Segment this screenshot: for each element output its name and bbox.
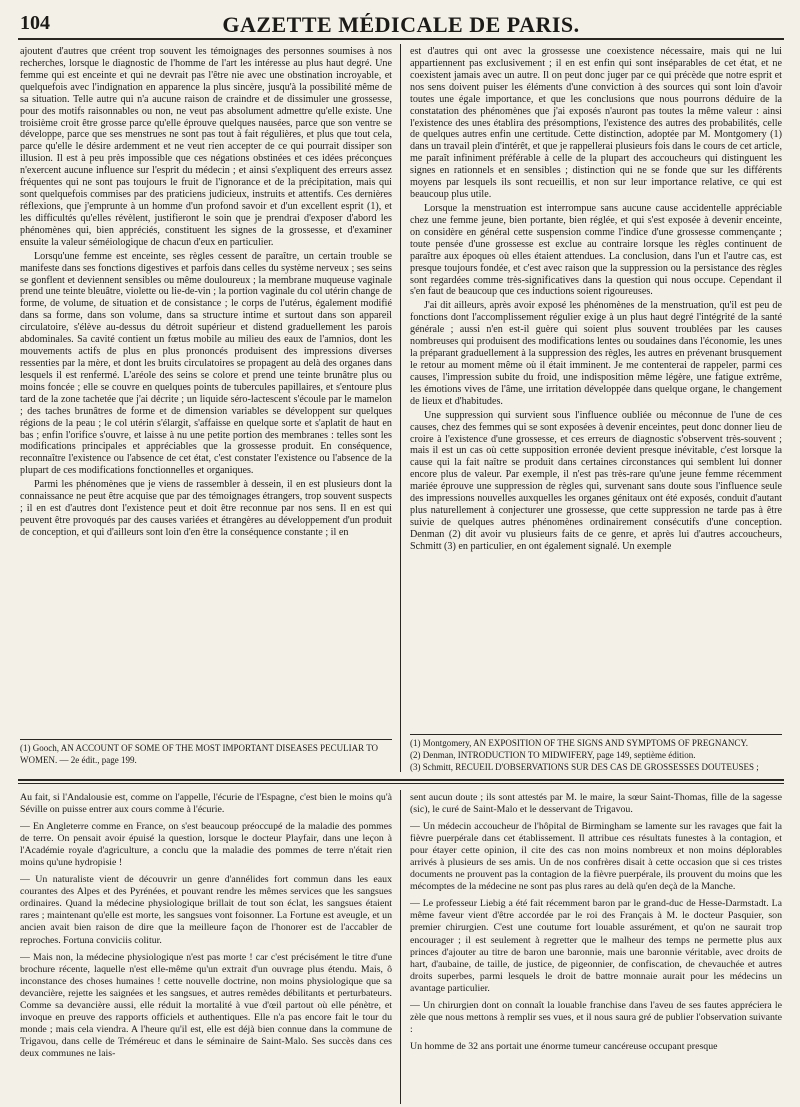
footnotes-left <box>20 742 392 772</box>
paragraph: Parmi les phénomènes que je viens de rassembler à dessein, il en est plusieurs dont la connaissance ne peut être acquise que par des témoignages étrangers, trop souvent suspects ; il en est d'autres dont l'existence peut et doit être reconnue par nos sens. Il en est qui peuvent être provoqués par des causes variées et étrangères au développement d'un produit de conception, et qui d'ailleurs sont loin d'en être la conséquence constante ; il en <box>20 479 392 538</box>
chronicle-column-left <box>20 792 392 1104</box>
paragraph: ajoutent d'autres que créent trop souvent les témoignages des personnes soumises à nos recherches, lorsque le diagnostic de l'homme de l'art les intéresse au plus haut degré. Une femme qui est enceinte et qui ne devrait pas l'être nie avec une obstination incroyable, et quelquefois avec l'indignation en apparence la plus sincère, jusqu'à la possibilité même de sa situation. Telle autre qui n'a aucune raison de craindre et de dissimuler une grossesse, pour des motifs raisonnables ou non, ne veut pas absolument admettre qu'elle existe. Une troisième croit être grosse parce qu'elle éprouve quelques nausées, parce que son ventre se développe, parce que ses menstrues ne sont pas tout à fait régulières, et plus que tout cela, parce qu'elle le désire ardemment et ne veut rien accepter de ce qui pourrait dissiper son illusion. Il est à peu près impossible que ces négations obstinées et ces idées préconçues n'exercent aucune influence sur l'esprit du médecin ; et ainsi s'expliquent des erreurs assez fréquentes qui ne sont pas toujours le fruit de l'ignorance et de la précipitation, mais qui sont quelquefois commises par des praticiens judicieux, instruits et attentifs. Ces dernières réflexions, que j'emprunte à un homme d'un profond savoir et d'un excellent esprit (1), et les difficultés qu'elles révèlent, justifieront le soin que je prendrai d'exposer d'abord les phénomènes qui, bien appréciés, constituent les signes de la grossesse, et d'examiner ensuite la valeur séméiologique de chacun d'eux en particulier. <box>20 46 392 248</box>
footnote: (1) Gooch, AN ACCOUNT OF SOME OF THE MOST IMPORTANT DISEASES PECULIAR TO WOMEN. — 2e édit., page 199. <box>20 743 379 765</box>
paragraph: J'ai dit ailleurs, après avoir exposé les phénomènes de la menstruation, qu'il est peu de fonctions dont l'accomplissement régulier exige à un plus haut degré l'intégrité de la santé générale ; aussi n'en est-il guère qui soient plus souvent troublées par les causes nombreuses qui produisent des modifications lentes ou soudaines dans l'économie, les unes la préparant graduellement à la suppression des règles, les autres en prévenant brusquement le retour au moment même où il était imminent. Je me contenterai de rappeler, parmi ces causes, l'impression subite du froid, une indisposition même légère, une fatigue extrême, les émotions vives de l'âme, une irritation développée dans quelque organe, le changement de lieux et d'habitudes. <box>410 300 782 407</box>
section-separator <box>18 779 784 781</box>
footnote: (1) Montgomery, AN EXPOSITION OF THE SIGNS AND SYMPTOMS OF PREGNANCY. <box>410 738 748 748</box>
journal-title: GAZETTE MÉDICALE DE PARIS. <box>222 12 580 37</box>
article-column-right <box>410 46 782 736</box>
news-item: Au fait, si l'Andalousie est, comme on l'appelle, l'écurie de l'Espagne, c'est bien le moins qu'à Séville on puisse entrer aux cours comme à l'écurie. <box>20 792 392 816</box>
paragraph: Une suppression qui survient sous l'influence oubliée ou méconnue de l'une de ces causes, chez des femmes qui se sont exposées à devenir enceintes, peut donc donner lieu de croire à l'existence d'une grossesse, et ces erreurs de diagnostic s'observent très-souvent ; mais il est un cas où cette supposition erronée devient presque inévitable, c'est lorsque la cause qui la fait naître se produit dans certaines circonstances qui semblent lui donner encore plus de valeur. Par exemple, il n'est pas très-rare qu'une jeune femme récemment mariée éprouve une suppression de règles qui, survenant sans doute sous l'influence seule des impressions nouvelles auxquelles les organes génitaux ont été exposés, conduit d'autant plus naturellement à conjecturer une grossesse, que cette suppression ne tarde pas à être suivie de quelques autres phénomènes ordinairement consécutifs d'une conception. Denman (2) dit avoir vu plusieurs faits de ce genre, et après lui d'autres accoucheurs, Schmitt (3) en particulier, en ont également signalé. Un exemple <box>410 409 782 552</box>
chronicle-column-right <box>410 792 782 1104</box>
column-divider-lower <box>400 790 401 1104</box>
footnotes-right <box>410 737 782 777</box>
paragraph: est d'autres qui ont avec la grossesse une coexistence nécessaire, mais qui ne lui appartiennent pas exclusivement ; il en est enfin qui sont inséparables de cet état, et ne coexistent jamais avec un autre. Il on peut donc juger par ce qui précède que notre esprit et nos sens doivent puiser les éléments d'une conviction à des sources qui sont loin d'avoir toutes une égale importance, et que les conclusions que nous pourrons déduire de la constatation des phénomènes que j'ai exposés n'auront pas toutes la même valeur : ainsi l'existence des unes établira des présomptions, l'existence des autres des probabilités, celle de quelques autres enfin une certitude. Cette distinction, adoptée par M. Montgomery (1) dans un travail plein d'intérêt, et que je rappellerai plusieurs fois dans le cours de cet article, me paraît infiniment préférable à celle de la plupart des accoucheurs qui distinguent les signes en rationnels et en sensibles ; distinction qui ne se fonde que sur les différents moyens par lesquels ils sont recueillis, et non sur leur importance relative, ce qui est beaucoup plus utile. <box>410 46 782 201</box>
news-item: — Un médecin accoucheur de l'hôpital de Birmingham se lamente sur les ravages que fait la fièvre puerpérale dans cet établissement. Il attribue ces résultats funestes à la contagion, et pour étayer cette opinion, il cite des cas non moins nombreux et non moins déplorables arrivés à plusieurs de ses amis. Un de nos confrères disait à cette occasion que si ces tristes documents ne prouvent pas la contagion de la fièvre puerpérale, ils prouvent du moins que les mécomptes de la médecine ne sont pas plus rares au delà qu'en deçà de la Manche. <box>410 821 782 893</box>
news-item: — En Angleterre comme en France, on s'est beaucoup préoccupé de la maladie des pommes de terre. On pensait avoir épuisé la question, lorsque le docteur Playfair, dans une leçon à l'Académie royale d'agriculture, a conclu que la maladie des pommes de terre n'était rien moins qu'une hydropisie ! <box>20 821 392 869</box>
news-item: — Le professeur Liebig a été fait récemment baron par le grand-duc de Hesse-Darmstadt. La même faveur vient d'être accordée par le roi des Français à M. le docteur Pasquier, son premier chirurgien. C'est une coutume fort louable assurément, et qu'on ne saurait trop encourager ; il est seulement à regretter que le malheur des temps ne permette plus aux princes d'ajouter au titre de baron une baronnie, mais une baronnie véritable, avec droits de hart, d'aubaine, de taille, de justice, de pigeonnier, de confiscation, de chevauchée et autres droits superbes, parmi lesquels le droit de battre monnaie aurait pour les médecins un avantage particulier. <box>410 898 782 994</box>
column-divider-upper <box>400 44 401 772</box>
paragraph: Lorsqu'une femme est enceinte, ses règles cessent de paraître, un certain trouble se manifeste dans ses fonctions digestives et parfois dans celles du système nerveux ; ses seins se gonflent et deviennent sensibles ou même douloureux ; la membrane muqueuse vaginale prend une teinte bleuâtre, violette ou lie-de-vin ; la portion vaginale du col utérin change de forme, de volume, de situation et de consistance ; le corps de l'utérus, également modifié dans sa forme, dans son volume, dans sa structure intime et surtout dans son appareil circulatoire, s'élève au-dessus du détroit supérieur et distend graduellement les parois abdominales. Sa cavité contient un fœtus mobile au milieu des eaux de l'amnios, dont les mouvements actifs de plus en plus prononcés produisent des impressions diverses ressenties par la mère, et dont les bruits circulatoires se propagent au delà des organes dans lesquels il est renfermé. L'aréole des seins se colore et prend une teinte brunâtre plus ou moins foncée ; elle se couvre en quelques points de tubercules papillaires, et s'entoure plus tard de la zone tachetée que j'ai décrite ; un liquide séro-lactescent s'écoule par le mamelon ; des taches brunâtres de forme et de dimension variables se développent sur quelques régions de la peau ; le col utérin s'élargit, s'affaisse en quelque sorte et s'aplatit de haut en bas ; enfin l'orifice s'ouvre, et laisse à nu une petite portion des membranes : telles sont les modifications principales et appréciables que la grossesse produit. En conséquence, reconnaître l'existence ou l'absence de cet état, c'est constater l'existence ou l'absence de la plupart de ces modifications fonctionnelles et organiques. <box>20 250 392 477</box>
article-column-left <box>20 46 392 736</box>
news-item: sent aucun doute ; ils sont attestés par M. le maire, la sœur Saint-Thomas, fille de la sagesse (sic), le curé de Saint-Malo et le desservant de Trigavou. <box>410 792 782 816</box>
news-item: — Un chirurgien dont on connaît la louable franchise dans l'aveu de ses fautes appréciera le zèle que nous mettons à remplir ses vues, et il nous saura gré de publier l'observation suivante : <box>410 999 782 1035</box>
page-number: 104 <box>20 12 50 34</box>
news-item: Un homme de 32 ans portait une énorme tumeur cancéreuse occupant presque <box>410 1040 718 1052</box>
paragraph: Lorsque la menstruation est interrompue sans aucune cause accidentelle appréciable chez une femme jeune, bien portante, bien réglée, et qui s'est exposée à devenir enceinte, on considère en général cette suspension comme l'indice d'une grossesse commençante ; toute pensée d'une grossesse est exclue au contraire lorsque les règles continuent de paraître aux époques où elles étaient attendues. La conclusion, dans l'un et l'autre cas, est presque toujours fondée, et c'est avec raison que la suppression ou la persistance des règles sont regardées comme très-significatives dans la question qui nous occupe. Cependant il s'en faut de beaucoup que ces inductions soient rigoureuses. <box>410 202 782 298</box>
page-header <box>18 4 784 40</box>
news-item: — Un naturaliste vient de découvrir un genre d'annélides fort commun dans les eaux courantes des Alpes et des Pyrénées, et pouvant rendre les mêmes services que les sangsues ordinaires. Quand la médecine physiologique brillait de tout son éclat, les sangsues étaient rares ; maintenant qu'elle est morte, les sangsues vont foisonner. La Fortune est aveugle, et un ancien avait bien raison de dire que la meilleure façon de l'honorer est de l'accabler de reproches. Fortuna conviciis colitur. <box>20 874 392 946</box>
footnote: (2) Denman, INTRODUCTION TO MIDWIFERY, page 149, septième édition. <box>410 750 696 760</box>
footnote-rule-right <box>410 734 782 735</box>
footnote: (3) Schmitt, RECUEIL D'OBSERVATIONS SUR DES CAS DE GROSSESSES DOUTEUSES ; <box>410 762 759 772</box>
footnote-rule-left <box>20 739 392 740</box>
section-separator-thin <box>18 783 784 784</box>
news-item: — Mais non, la médecine physiologique n'est pas morte ! car c'est précisément le titre d'une brochure récente, laquelle n'est elle-même qu'un extrait d'un ouvrage plus étendu. Mais, ô inconstance des choses humaines ! cette nouvelle doctrine, non moins physiologique que sa devancière, rejette les saignées et les sangsues, et autres remèdes débilitants et perturbateurs. Comme sa devancière aussi, elle réduit la mortalité à vue d'œil partout où elle pénètre, et invoque en preuve des rapports officiels et authentiques. Elle n'a pas encore fait le tour du monde ; mais cela viendra. A l'heure qu'il est, elle est déjà bien connue dans la commune de Trigavou, dans celle de Tréméreuc et dans le séminaire de Saint-Malo. Ses succès dans ces deux communes ne lais- <box>20 951 392 1059</box>
